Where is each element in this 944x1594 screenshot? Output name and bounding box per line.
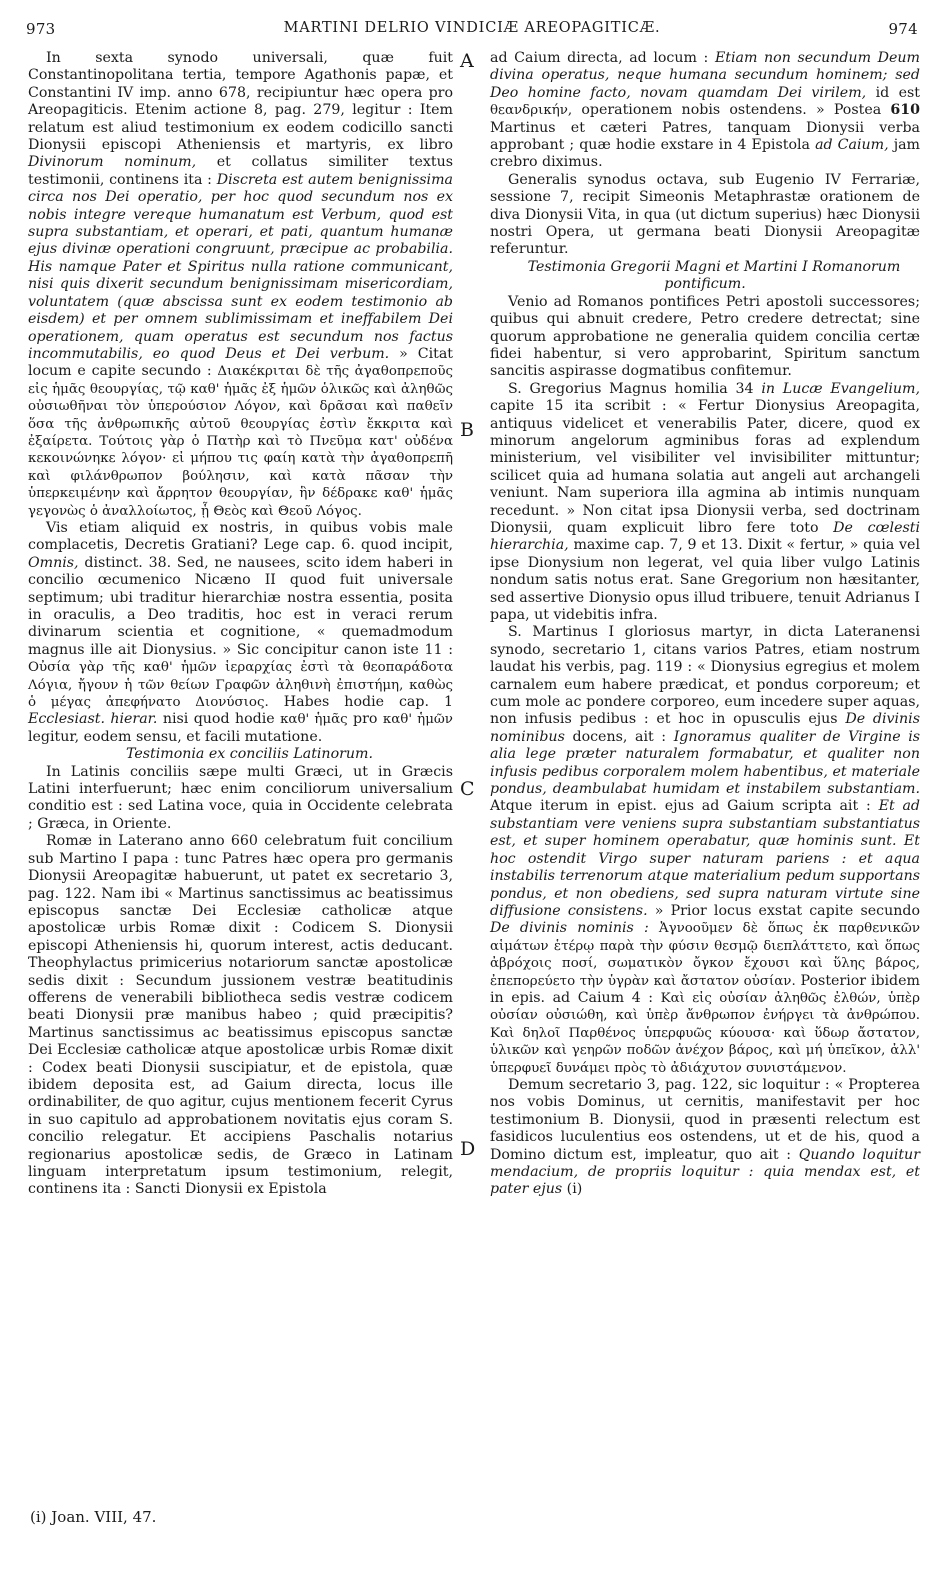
column-number: 610 xyxy=(890,102,920,119)
section-heading: Testimonia Gregorii Magni et Martini I Romanorum pontificum. xyxy=(527,258,901,293)
page-header xyxy=(26,14,918,40)
section-heading: Testimonia ex conciliis Latinorum. xyxy=(125,746,373,763)
paragraph: ad Caium directa, ad locum : Etiam non secundum Deum divina operatus, neque humana secundum hominem; sed Deo homine facto, novam quamdam Dei virilem, id est θεανδρικήν, operationem nobis ostendens. » Postea 610 Martinus et cæteri Patres, tanquam Dionysii verba approbant ; quæ hodie exstare in 4 Epistola ad Caium, jam crebro diximus. xyxy=(490,50,920,171)
page-number-right: 974 xyxy=(888,20,918,38)
paragraph: In sexta synodo universali, quæ fuit Constantinopolitana tertia, tempore Agathonis papæ, et Constantini IV imp. anno 678, recipiuntur hæc opera pro Areopagiticis. Etenim actione 8, pag. 279, legitur : Item relatum est aliud testimonium ex eodem codicillo sancti Dionysii episcopi Atheniensis et martyris, ex libro Divinorum nominum, et collatus similiter textus testimonii, continens ita : Discreta est autem benignissima circa nos Dei operatio, per hoc quod secundum nos ex nobis integre vereque humanatum est Verbum, quod est supra substantiam, et operari, et pati, quantum humanæ ejus divinæ operationi congruunt, præcipue ac probabilia. His namque Pater et Spiritus nulla ratione communicant, nisi quis dixerit secundum benignissimam misericordiam, voluntatem (quæ abscissa sunt ex eodem testimonio ab eisdem) et per omnem sublimissimam et ineffabilem Dei operationem, quam operatus est secundum nos factus incommutabilis, eo quod Deus et Dei verbum. » Citat locum e capite secundo : Διακέκριται δὲ τῆς ἀγαθοπρεποῦς εἰς ἡμᾶς θεουργίας, τῷ καθ' ἡμᾶς ἐξ ἡμῶν ὁλικῶς καὶ ἀληθῶς οὐσιωθῆναι τὸν ὑπερούσιον Λόγον, καὶ δρᾶσαι καὶ παθεῖν ὅσα τῆς ἀνθρωπικῆς αὐτοῦ θεουργίας ἐστὶν ἔκκριτα καὶ ἐξαίρετα. Τούτοις γὰρ ὁ Πατὴρ καὶ τὸ Πνεῦμα κατ' οὐδένα κεκοινώνηκε λόγον· εἰ μήπου τις φαίη κατὰ τὴν ἀγαθοπρεπῆ καὶ φιλάνθρωπον βούλησιν, καὶ κατὰ πᾶσαν τὴν ὑπερκειμένην καὶ ἄρρητον θεουργίαν, ἣν δέδρακε καθ' ἡμᾶς γεγονὼς ὁ ἀναλλοίωτος, ᾗ Θεὸς καὶ Θεοῦ Λόγος. xyxy=(28,50,454,519)
footnote: (i) Joan. VIII, 47. xyxy=(30,1508,157,1526)
margin-marker-b: B xyxy=(460,419,474,441)
left-column xyxy=(28,50,453,1199)
margin-marker-c: C xyxy=(460,778,475,800)
paragraph: Generalis synodus octava, sub Eugenio IV Ferrariæ, sessione 7, recipit Simeonis Metaphrastæ orationem de diva Dionysii Vita, in qua (ut dictum superius) hæc Dionysii nostri Opera, ut germana beati Dionysii Areopagitæ referuntur. xyxy=(490,171,920,258)
paragraph: Romæ in Laterano anno 660 celebratum fuit concilium sub Martino I papa : tunc Patres hæc opera pro germanis Dionysii Areopagitæ habuerunt, ut patet ex secretario 3, pag. 122. Nam ibi « Martinus sanctissimus ac beatissimus episcopus sanctæ Dei Ecclesiæ catholicæ atque apostolicæ urbis Romæ dixit : Codicem S. Dionysii episcopi Atheniensis hi, quorum interest, actis deducant. Theophylactus primicerius notariorum sanctæ apostolicæ sedis dixit : Secundum jussionem vestræ beatitudinis offerens de venerabili bibliotheca sedis vestræ codicem beati Dionysii præ manibus habeo ; quid præcipitis? Martinus sanctissimus ac beatissimus episcopus sanctæ Dei Ecclesiæ catholicæ atque apostolicæ urbis Romæ dixit : Codex beati Dionysii suscipiatur, et de epistola, quæ ibidem deposita est, ad Gaium directa, locus ille ordinabiliter, de quo agitur, cujus mentionem fecerit Cyrus in suo capitulo ad approbationem novitatis ejus coram S. concilio relegatur. Et accipiens Paschalis notarius regionarius apostolicæ sedis, de Græco in Latinam linguam interpretatum ipsum testimonium, relegit, continens ita : Sancti Dionysii ex Epistola xyxy=(28,833,453,1198)
margin-marker-a: A xyxy=(460,50,474,72)
paragraph: In Latinis conciliis sæpe multi Græci, ut in Græcis Latini interfuerunt; hæc enim conciliorum universalium conditio est : sed Latina voce, quia in Occidente celebrata ; Græca, in Oriente. xyxy=(28,763,453,832)
paragraph: S. Martinus I gloriosus martyr, in dicta Lateranensi synodo, secretario 1, citans varios Patres, etiam nostrum laudat his verbis, pag. 119 : « Dionysius egregius et molem carnalem eum habere prædicat, et pondus corporeum; et cum mole ac pondere corporeo, eum incedere super aquas, non infusis pedibus : et hoc in opusculis ejus De divinis nominibus docens, ait : Ignoramus qualiter de Virgine is alia lege præter naturalem formabatur, et qualiter non infusis pedibus corporalem molem habentibus, et materiale pondus, deambulabat humidam et instabilem substantiam. Atque iterum in epist. ejus ad Gaium scripta ait : Et ad substantiam vere veniens supra substantiam substantiatus est, et super hominem operabatur, quæ hominis sunt. Et hoc ostendit Virgo super naturam pariens : et aqua instabilis terrenorum atque materialium pedum supportans pondus, et non obediens, sed supra naturam virtute sine diffusione consistens. » Prior locus exstat capite secundo De divinis nominis : Ἀγνοοῦμεν δὲ ὅπως ἐκ παρθενικῶν αἱμάτων ἑτέρῳ παρὰ τὴν φύσιν θεσμῷ διεπλάττετο, καὶ ὅπως ἀβρόχοις ποσί, σωματικὸν ὄγκον ἔχουσι καὶ ὕλης βάρος, ἐπεπορεύετο τὴν ὑγρὰν καὶ ἄστατον οὐσίαν. Posterior ibidem in epis. ad Caium 4 : Καὶ εἰς οὐσίαν ἀληθῶς ἐλθών, ὑπὲρ οὐσίαν οὐσιώθη, καὶ ὑπὲρ ἄνθρωπον ἐνήργει τὰ ἀνθρώπου. Καὶ δηλοῖ Παρθένος ὑπερφυῶς κύουσα· καὶ ὕδωρ ἄστατον, ὑλικῶν καὶ γεηρῶν ποδῶν ἀνέχον βάρος, καὶ μή ὑπεῖκον, ἀλλ' ὑπερφυεῖ δυνάμει πρὸς τὸ ἀδιάχυτον συνιστάμενον. xyxy=(490,624,921,1076)
paragraph: Vis etiam aliquid ex nostris, in quibus vobis male complacetis, Decretis Gratiani? Lege cap. 6. quod incipit, Omnis, distinct. 38. Sed, ne nausees, scito idem haberi in concilio œcumenico Nicæno II quod fuit universale septimum; ubi traditur hierarchiæ nostra essentia, posita in oraculis, a Deo traditis, hoc est in veraci rerum divinarum scientia et cognitione, « quemadmodum magnus ille ait Dionysius. » Sic concipitur canon iste 11 : Οὐσία γὰρ τῆς καθ' ἡμῶν ἱεραρχίας ἐστὶ τὰ θεοπαράδοτα Λόγια, ἤγουν ἡ τῶν θείων Γραφῶν ἀληθινὴ ἐπιστήμη, καθὼς ὁ μέγας ἀπεφήνατο Διονύσιος. Habes hodie cap. 1 Ecclesiast. hierar. nisi quod hodie καθ' ἡμᾶς pro καθ' ἡμῶν legitur, eodem sensu, et facili mutatione. xyxy=(28,519,453,745)
paragraph: Demum secretario 3, pag. 122, sic loquitur : « Propterea nos vobis Dominus, ut cernitis, manifestavit per hoc testimonium B. Dionysii, quod in præsenti relectum est fasidicos luculentius eos ostendens, ut et de his, quod a Domino dictum est, impleatur, quo ait : Quando loquitur mendacium, de propriis loquitur : quia mendax est, et pater ejus (i) xyxy=(490,1076,920,1198)
running-title: MARTINI DELRIO VINDICIÆ AREOPAGITICÆ. xyxy=(283,20,661,36)
margin-marker-d: D xyxy=(460,1138,476,1160)
right-column xyxy=(490,50,920,1199)
page-number-left: 973 xyxy=(26,20,56,38)
paragraph: Venio ad Romanos pontifices Petri apostoli successores; quibus qui abnuit credere, Petro credere detrectat; sine quorum approbatione ne generalia quidem concilia certæ fidei habentur, si vero approbarint, Spiritum sanctum sancitis aspirasse dogmatibus confitemur. xyxy=(490,293,920,380)
paragraph: S. Gregorius Magnus homilia 34 in Lucæ Evangelium, capite 15 ita scribit : « Fertur Dionysius Areopagita, antiquus videlicet et venerabilis Pater, dicere, quod ex minorum angelorum agminibus foras ad explendum ministerium, vel visibiliter vel invisibiliter mittuntur; scilicet quia ad humana solatia aut angeli aut archangeli veniunt. Nam superiora illa agmina ab intimis nunquam recedunt. » Non citat ipsa Dionysii verba, sed doctrinam Dionysii, quam explicuit libro fere toto De cœlesti hierarchia, maxime cap. 7, 9 et 13. Dixit « fertur, » quia vel ipse Dionysium non legerat, vel quia liber vulgo Latinis nondum satis notus erat. Sane Gregorium non hæsitanter, sed assertive Dionysio opus illud tribuere, tenuit Adrianus I papa, ut videbitis infra. xyxy=(490,380,921,623)
